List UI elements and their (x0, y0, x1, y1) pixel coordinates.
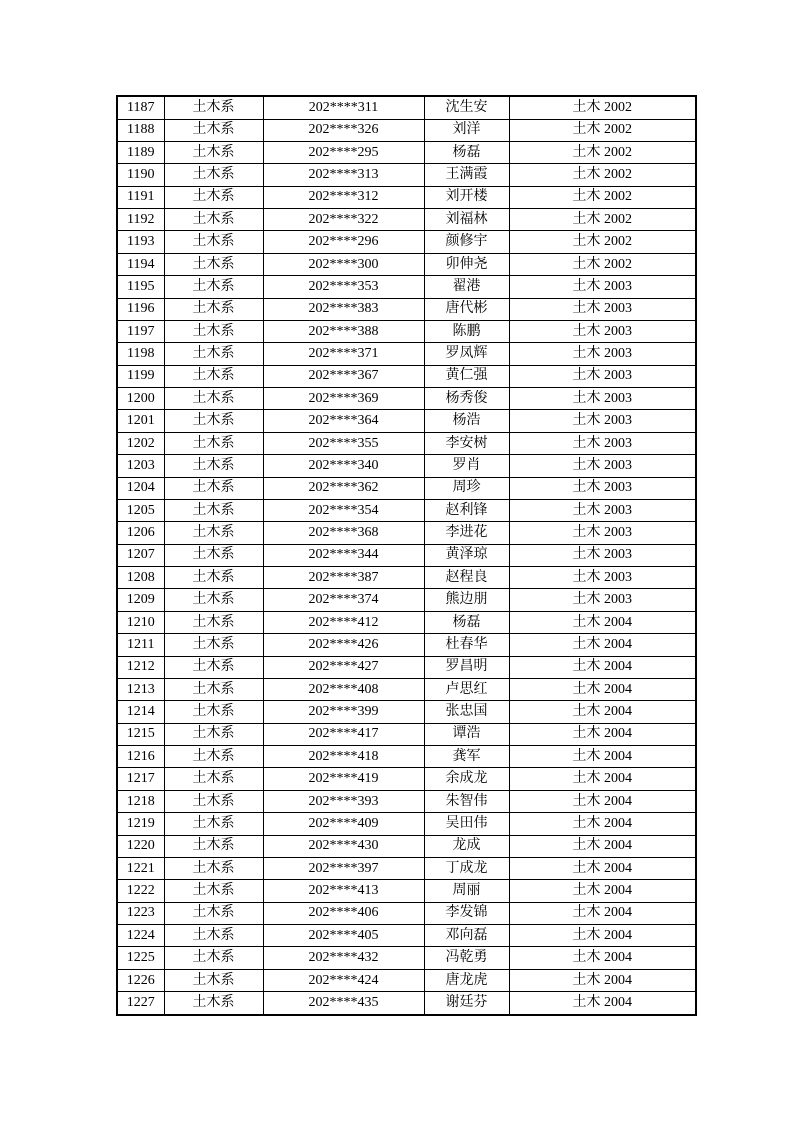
cell-class: 土木 2004 (509, 678, 696, 700)
cell-student-id: 202****312 (263, 186, 424, 208)
cell-student-id: 202****322 (263, 209, 424, 231)
cell-class: 土木 2004 (509, 857, 696, 879)
cell-student-name: 龙成 (424, 835, 509, 857)
cell-department: 土木系 (164, 119, 263, 141)
cell-class: 土木 2002 (509, 253, 696, 275)
cell-student-id: 202****300 (263, 253, 424, 275)
cell-row-number: 1218 (117, 790, 164, 812)
cell-student-name: 黄仁强 (424, 365, 509, 387)
table-row (117, 343, 696, 365)
cell-department: 土木系 (164, 790, 263, 812)
cell-row-number: 1211 (117, 634, 164, 656)
cell-student-id: 202****340 (263, 455, 424, 477)
cell-department: 土木系 (164, 410, 263, 432)
cell-row-number: 1195 (117, 276, 164, 298)
cell-class: 土木 2003 (509, 298, 696, 320)
cell-student-id: 202****408 (263, 678, 424, 700)
cell-class: 土木 2003 (509, 455, 696, 477)
table-row (117, 164, 696, 186)
cell-row-number: 1192 (117, 209, 164, 231)
cell-row-number: 1222 (117, 880, 164, 902)
table-row (117, 253, 696, 275)
cell-class: 土木 2004 (509, 723, 696, 745)
cell-student-id: 202****383 (263, 298, 424, 320)
cell-row-number: 1213 (117, 678, 164, 700)
cell-class: 土木 2002 (509, 96, 696, 119)
cell-row-number: 1215 (117, 723, 164, 745)
cell-class: 土木 2004 (509, 746, 696, 768)
cell-department: 土木系 (164, 276, 263, 298)
cell-student-name: 龚军 (424, 746, 509, 768)
table-row (117, 499, 696, 521)
cell-row-number: 1220 (117, 835, 164, 857)
table-row (117, 857, 696, 879)
cell-student-id: 202****424 (263, 969, 424, 991)
cell-student-name: 刘福林 (424, 209, 509, 231)
cell-department: 土木系 (164, 253, 263, 275)
cell-class: 土木 2004 (509, 813, 696, 835)
cell-student-id: 202****364 (263, 410, 424, 432)
cell-department: 土木系 (164, 813, 263, 835)
cell-student-id: 202****367 (263, 365, 424, 387)
table-row (117, 410, 696, 432)
cell-class: 土木 2002 (509, 231, 696, 253)
cell-class: 土木 2004 (509, 656, 696, 678)
table-row (117, 925, 696, 947)
cell-student-name: 冯乾勇 (424, 947, 509, 969)
cell-class: 土木 2002 (509, 141, 696, 163)
table-row (117, 835, 696, 857)
cell-student-id: 202****355 (263, 432, 424, 454)
cell-department: 土木系 (164, 231, 263, 253)
cell-student-name: 杨磊 (424, 141, 509, 163)
cell-student-id: 202****432 (263, 947, 424, 969)
cell-student-name: 杜春华 (424, 634, 509, 656)
cell-row-number: 1200 (117, 388, 164, 410)
cell-student-name: 杨秀俊 (424, 388, 509, 410)
cell-student-id: 202****413 (263, 880, 424, 902)
cell-class: 土木 2004 (509, 790, 696, 812)
cell-department: 土木系 (164, 164, 263, 186)
table-row (117, 231, 696, 253)
table-row (117, 656, 696, 678)
cell-student-name: 谭浩 (424, 723, 509, 745)
cell-student-name: 丁成龙 (424, 857, 509, 879)
cell-student-id: 202****393 (263, 790, 424, 812)
cell-student-id: 202****418 (263, 746, 424, 768)
cell-student-id: 202****397 (263, 857, 424, 879)
cell-row-number: 1216 (117, 746, 164, 768)
cell-row-number: 1212 (117, 656, 164, 678)
cell-student-id: 202****326 (263, 119, 424, 141)
table-row (117, 634, 696, 656)
cell-department: 土木系 (164, 499, 263, 521)
cell-student-name: 唐龙虎 (424, 969, 509, 991)
cell-class: 土木 2004 (509, 925, 696, 947)
cell-class: 土木 2002 (509, 164, 696, 186)
cell-class: 土木 2004 (509, 969, 696, 991)
cell-row-number: 1207 (117, 544, 164, 566)
cell-student-name: 李安树 (424, 432, 509, 454)
cell-student-id: 202****399 (263, 701, 424, 723)
cell-student-name: 刘开楼 (424, 186, 509, 208)
cell-student-id: 202****417 (263, 723, 424, 745)
cell-student-name: 余成龙 (424, 768, 509, 790)
cell-department: 土木系 (164, 992, 263, 1015)
table-row (117, 209, 696, 231)
cell-class: 土木 2004 (509, 611, 696, 633)
cell-student-id: 202****387 (263, 567, 424, 589)
cell-student-name: 罗昌明 (424, 656, 509, 678)
cell-department: 土木系 (164, 880, 263, 902)
cell-department: 土木系 (164, 746, 263, 768)
table-row (117, 522, 696, 544)
table-row (117, 141, 696, 163)
table-row (117, 813, 696, 835)
cell-student-name: 吴田伟 (424, 813, 509, 835)
cell-student-name: 朱智伟 (424, 790, 509, 812)
cell-student-id: 202****313 (263, 164, 424, 186)
cell-department: 土木系 (164, 678, 263, 700)
cell-class: 土木 2003 (509, 388, 696, 410)
cell-student-id: 202****353 (263, 276, 424, 298)
cell-student-id: 202****412 (263, 611, 424, 633)
table-row (117, 365, 696, 387)
cell-class: 土木 2004 (509, 902, 696, 924)
cell-row-number: 1204 (117, 477, 164, 499)
cell-student-name: 李进花 (424, 522, 509, 544)
cell-student-name: 翟港 (424, 276, 509, 298)
cell-department: 土木系 (164, 96, 263, 119)
cell-row-number: 1188 (117, 119, 164, 141)
cell-department: 土木系 (164, 522, 263, 544)
table-row (117, 790, 696, 812)
cell-row-number: 1217 (117, 768, 164, 790)
table-row (117, 947, 696, 969)
cell-row-number: 1189 (117, 141, 164, 163)
cell-student-name: 张忠国 (424, 701, 509, 723)
cell-student-name: 罗凤辉 (424, 343, 509, 365)
table-row (117, 186, 696, 208)
cell-class: 土木 2004 (509, 634, 696, 656)
table-row (117, 96, 696, 119)
cell-class: 土木 2003 (509, 276, 696, 298)
cell-class: 土木 2003 (509, 544, 696, 566)
cell-department: 土木系 (164, 634, 263, 656)
cell-class: 土木 2003 (509, 589, 696, 611)
cell-department: 土木系 (164, 141, 263, 163)
cell-class: 土木 2004 (509, 992, 696, 1015)
table-row (117, 723, 696, 745)
cell-student-name: 卢思红 (424, 678, 509, 700)
cell-student-id: 202****388 (263, 320, 424, 342)
cell-student-name: 唐代彬 (424, 298, 509, 320)
table-row (117, 701, 696, 723)
cell-student-name: 罗肖 (424, 455, 509, 477)
table-row (117, 544, 696, 566)
table-row (117, 298, 696, 320)
cell-row-number: 1214 (117, 701, 164, 723)
table-row (117, 969, 696, 991)
cell-department: 土木系 (164, 320, 263, 342)
table-row (117, 455, 696, 477)
cell-student-id: 202****426 (263, 634, 424, 656)
cell-row-number: 1208 (117, 567, 164, 589)
table-row (117, 477, 696, 499)
cell-row-number: 1225 (117, 947, 164, 969)
cell-student-name: 卯伸尧 (424, 253, 509, 275)
cell-class: 土木 2003 (509, 477, 696, 499)
cell-class: 土木 2002 (509, 186, 696, 208)
cell-class: 土木 2003 (509, 567, 696, 589)
cell-student-name: 王满霞 (424, 164, 509, 186)
cell-student-name: 周丽 (424, 880, 509, 902)
cell-class: 土木 2003 (509, 410, 696, 432)
table-row (117, 432, 696, 454)
cell-row-number: 1206 (117, 522, 164, 544)
cell-class: 土木 2004 (509, 701, 696, 723)
cell-row-number: 1196 (117, 298, 164, 320)
cell-department: 土木系 (164, 611, 263, 633)
cell-class: 土木 2003 (509, 432, 696, 454)
cell-student-id: 202****427 (263, 656, 424, 678)
cell-department: 土木系 (164, 477, 263, 499)
cell-student-id: 202****344 (263, 544, 424, 566)
cell-student-id: 202****419 (263, 768, 424, 790)
cell-row-number: 1194 (117, 253, 164, 275)
cell-student-id: 202****405 (263, 925, 424, 947)
table-row (117, 388, 696, 410)
cell-class: 土木 2003 (509, 320, 696, 342)
cell-student-id: 202****374 (263, 589, 424, 611)
cell-department: 土木系 (164, 857, 263, 879)
cell-row-number: 1224 (117, 925, 164, 947)
cell-class: 土木 2004 (509, 947, 696, 969)
cell-row-number: 1197 (117, 320, 164, 342)
cell-class: 土木 2003 (509, 522, 696, 544)
cell-row-number: 1227 (117, 992, 164, 1015)
cell-department: 土木系 (164, 925, 263, 947)
cell-student-name: 熊边朋 (424, 589, 509, 611)
table-row (117, 746, 696, 768)
cell-department: 土木系 (164, 298, 263, 320)
table-row (117, 119, 696, 141)
cell-class: 土木 2002 (509, 119, 696, 141)
cell-student-name: 刘洋 (424, 119, 509, 141)
cell-row-number: 1198 (117, 343, 164, 365)
cell-department: 土木系 (164, 835, 263, 857)
cell-student-name: 赵利锋 (424, 499, 509, 521)
cell-class: 土木 2004 (509, 835, 696, 857)
table-row (117, 992, 696, 1015)
cell-student-name: 邓向磊 (424, 925, 509, 947)
cell-student-name: 黄泽琼 (424, 544, 509, 566)
cell-department: 土木系 (164, 589, 263, 611)
cell-row-number: 1221 (117, 857, 164, 879)
cell-department: 土木系 (164, 701, 263, 723)
cell-student-id: 202****368 (263, 522, 424, 544)
cell-student-id: 202****435 (263, 992, 424, 1015)
table-row (117, 902, 696, 924)
table-row (117, 320, 696, 342)
cell-student-name: 赵程良 (424, 567, 509, 589)
cell-department: 土木系 (164, 969, 263, 991)
cell-row-number: 1199 (117, 365, 164, 387)
cell-department: 土木系 (164, 656, 263, 678)
cell-student-name: 李发锦 (424, 902, 509, 924)
cell-student-id: 202****311 (263, 96, 424, 119)
cell-department: 土木系 (164, 768, 263, 790)
cell-class: 土木 2004 (509, 768, 696, 790)
cell-student-name: 谢廷芬 (424, 992, 509, 1015)
cell-row-number: 1210 (117, 611, 164, 633)
cell-row-number: 1223 (117, 902, 164, 924)
cell-class: 土木 2003 (509, 499, 696, 521)
cell-student-name: 周珍 (424, 477, 509, 499)
table-row (117, 611, 696, 633)
cell-class: 土木 2002 (509, 209, 696, 231)
cell-department: 土木系 (164, 567, 263, 589)
cell-row-number: 1190 (117, 164, 164, 186)
cell-row-number: 1226 (117, 969, 164, 991)
cell-department: 土木系 (164, 365, 263, 387)
student-roster-table (116, 95, 697, 1016)
cell-department: 土木系 (164, 544, 263, 566)
cell-row-number: 1193 (117, 231, 164, 253)
cell-row-number: 1219 (117, 813, 164, 835)
cell-student-name: 陈鹏 (424, 320, 509, 342)
cell-student-id: 202****430 (263, 835, 424, 857)
cell-row-number: 1201 (117, 410, 164, 432)
cell-row-number: 1187 (117, 96, 164, 119)
cell-student-name: 杨磊 (424, 611, 509, 633)
table-row (117, 768, 696, 790)
cell-class: 土木 2004 (509, 880, 696, 902)
cell-row-number: 1203 (117, 455, 164, 477)
cell-student-id: 202****354 (263, 499, 424, 521)
table-row (117, 567, 696, 589)
cell-student-id: 202****409 (263, 813, 424, 835)
table-row (117, 276, 696, 298)
cell-student-id: 202****371 (263, 343, 424, 365)
table-row (117, 880, 696, 902)
cell-student-id: 202****295 (263, 141, 424, 163)
cell-department: 土木系 (164, 455, 263, 477)
cell-row-number: 1202 (117, 432, 164, 454)
cell-department: 土木系 (164, 902, 263, 924)
cell-department: 土木系 (164, 723, 263, 745)
cell-student-id: 202****362 (263, 477, 424, 499)
cell-student-id: 202****406 (263, 902, 424, 924)
cell-class: 土木 2003 (509, 365, 696, 387)
table-body (117, 96, 696, 1015)
cell-student-id: 202****369 (263, 388, 424, 410)
cell-department: 土木系 (164, 186, 263, 208)
cell-row-number: 1191 (117, 186, 164, 208)
cell-department: 土木系 (164, 209, 263, 231)
cell-student-id: 202****296 (263, 231, 424, 253)
cell-department: 土木系 (164, 947, 263, 969)
cell-row-number: 1205 (117, 499, 164, 521)
cell-student-name: 杨浩 (424, 410, 509, 432)
cell-class: 土木 2003 (509, 343, 696, 365)
table-row (117, 589, 696, 611)
cell-student-name: 沈生安 (424, 96, 509, 119)
cell-student-name: 颜修宇 (424, 231, 509, 253)
cell-department: 土木系 (164, 432, 263, 454)
cell-row-number: 1209 (117, 589, 164, 611)
cell-department: 土木系 (164, 343, 263, 365)
cell-department: 土木系 (164, 388, 263, 410)
table-row (117, 678, 696, 700)
